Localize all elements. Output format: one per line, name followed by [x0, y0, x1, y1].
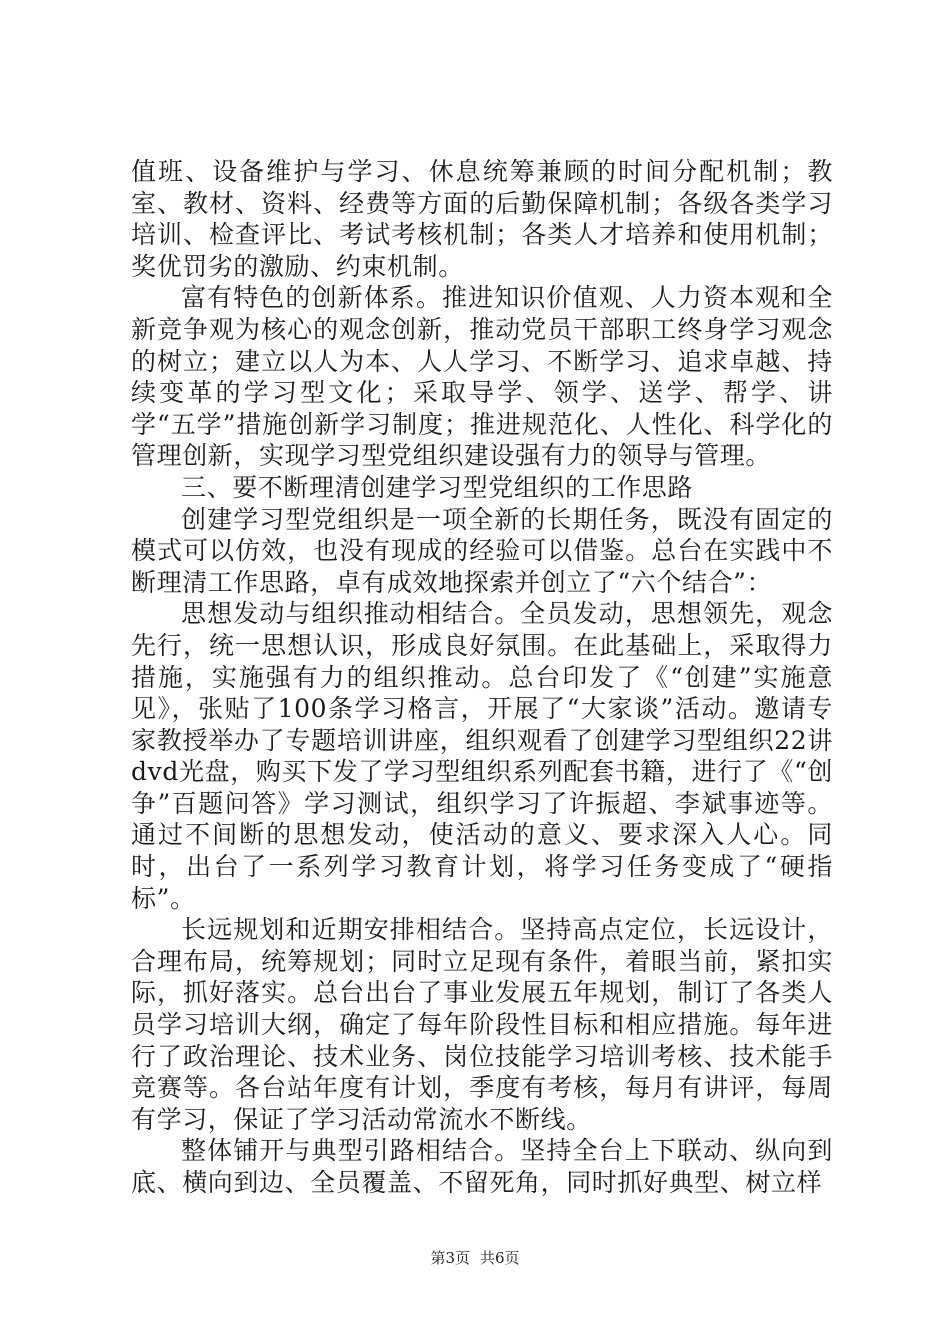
paragraph-thought-mobilization: 思想发动与组织推动相结合。全员发动，思想领先，观念先行，统一思想认识，形成良好氛围。在此基础上，采取得力措施，实施强有力的组织推动。总台印发了《“创建”实施意见》，张贴了100条学习格言，开展了“大家谈”活动。邀请专家教授举办了专题培训讲座，组织观看了创建学习型组织22讲dvd光盘，购买下发了学习型组织系列配套书籍，进行了《“创争”百题问答》学习测试，组织学习了许振超、李斌事迹等。通过不间断的思想发动，使活动的意义、要求深入人心。同时，出台了一系列学习教育计划，将学习任务变成了“硬指标”。	[131, 599, 833, 913]
document-body	[131, 156, 833, 1199]
page-number: 第3页	[430, 1249, 470, 1267]
section-heading: 三、要不断理清创建学习型党组织的工作思路	[181, 472, 694, 502]
paragraph-intro-six-combinations: 创建学习型党组织是一项全新的长期任务，既没有固定的模式可以仿效，也没有现成的经验可以借鉴。总台在实践中不断理清工作思路，卓有成效地探索并创立了“六个结合”：	[131, 504, 833, 597]
paragraph-long-term-planning: 长远规划和近期安排相结合。坚持高点定位，长远设计，合理布局，统筹规划；同时立足现有条件，着眼当前，紧扣实际，抓好落实。总台出台了事业发展五年规划，制订了各类人员学习培训大纲，确定了每年阶段性目标和相应措施。每年进行了政治理论、技术业务、岗位技能学习培训考核、技术能手竞赛等。各台站年度有计划，季度有考核，每月有讲评，每周有学习，保证了学习活动常流水不断线。	[131, 915, 833, 1134]
page-footer	[0, 1248, 950, 1268]
paragraph-continuation: 值班、设备维护与学习、休息统筹兼顾的时间分配机制；教室、教材、资料、经费等方面的后勤保障机制；各级各类学习培训、检查评比、考试考核机制；各类人才培养和使用机制；奖优罚劣的激励、约束机制。	[131, 157, 833, 281]
paragraph-overall-rollout: 整体铺开与典型引路相结合。坚持全台上下联动、纵向到底、横向到边、全员覆盖、不留死角，同时抓好典型、树立样	[131, 1136, 833, 1197]
paragraph-innovation-system: 富有特色的创新体系。推进知识价值观、人力资本观和全新竞争观为核心的观念创新，推动党员干部职工终身学习观念的树立；建立以人为本、人人学习、不断学习、追求卓越、持续变革的学习型文化；采取导学、领学、送学、帮学、讲学“五学”措施创新学习制度；推进规范化、人性化、科学化的管理创新，实现学习型党组织建设强有力的领导与管理。	[131, 283, 833, 471]
page-total: 共6页	[480, 1249, 520, 1267]
